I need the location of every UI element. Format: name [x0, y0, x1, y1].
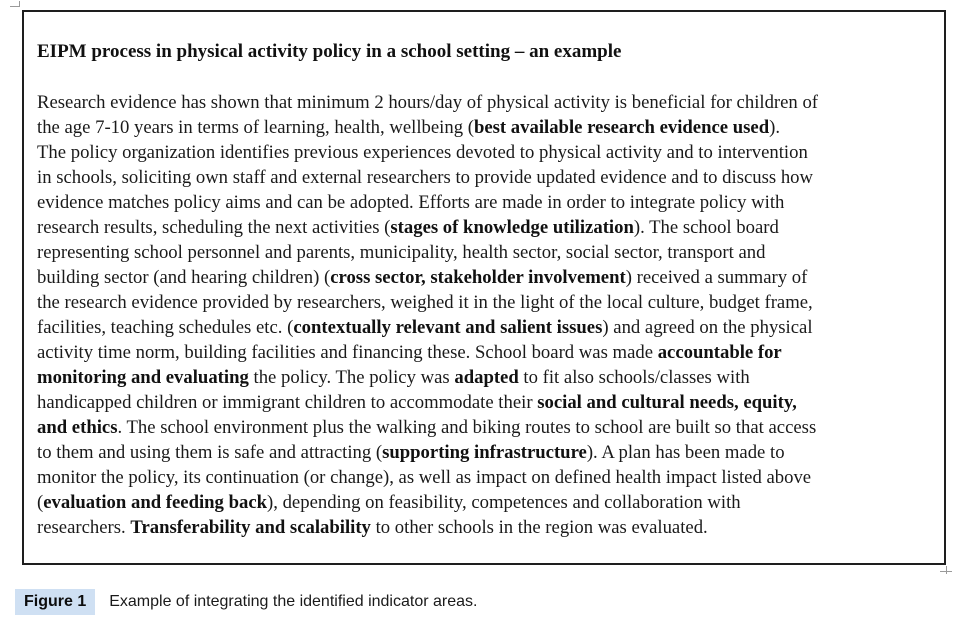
crop-mark-top-left-vertical: [19, 1, 20, 7]
body-text: researchers.: [37, 517, 131, 538]
body-text: building sector (and hearing children) (: [37, 267, 331, 288]
body-line: [37, 190, 937, 215]
box-body: [37, 90, 937, 540]
body-line: [37, 340, 937, 365]
body-text: in schools, soliciting own staff and external researchers to provide updated evidence and to discuss how: [37, 167, 814, 188]
crop-mark-bottom-right-vertical: [946, 566, 947, 574]
body-text: ) and agreed on the physical: [602, 317, 813, 338]
body-text: to them and using them is safe and attracting (: [37, 442, 383, 463]
body-line: [37, 465, 937, 490]
body-line: [37, 390, 937, 415]
body-text: ). A plan has been made to: [586, 442, 785, 463]
body-text: The policy organization identifies previous experiences devoted to physical activity and to intervention: [37, 142, 808, 163]
body-text: monitor the policy, its continuation (or change), as well as impact on defined health impact listed above: [37, 467, 812, 488]
body-text: to other schools in the region was evaluated.: [370, 517, 708, 538]
body-line: [37, 440, 937, 465]
body-line: [37, 265, 937, 290]
body-line: [37, 215, 937, 240]
body-line: [37, 115, 937, 140]
caption-text: Example of integrating the identified indicator areas.: [109, 593, 478, 610]
body-line: [37, 90, 937, 115]
bold-term: Transferability and scalability: [130, 517, 371, 538]
body-line: [37, 240, 937, 265]
box-title: EIPM process in physical activity policy in a school setting – an example: [37, 41, 622, 62]
body-text: to fit also schools/classes with: [518, 367, 750, 388]
body-text: research results, scheduling the next activities (: [37, 217, 391, 238]
bold-term: contextually relevant and salient issues: [293, 317, 603, 338]
body-text: evidence matches policy aims and can be adopted. Efforts are made in order to integrate policy with: [37, 192, 785, 213]
body-text: activity time norm, building facilities and financing these. School board was made: [37, 342, 658, 363]
body-line: [37, 165, 937, 190]
bold-term: monitoring and evaluating: [37, 367, 249, 388]
body-text: ) received a summary of: [625, 267, 808, 288]
body-line: [37, 315, 937, 340]
bold-term: best available research evidence used: [473, 117, 770, 138]
bold-term: stages of knowledge utilization: [390, 217, 634, 238]
body-line: [37, 365, 937, 390]
body-line: [37, 140, 937, 165]
bold-term: and ethics: [37, 417, 118, 438]
bold-term: social and cultural needs, equity,: [537, 392, 797, 413]
body-text: the policy. The policy was: [248, 367, 455, 388]
bold-term: evaluation and feeding back: [43, 492, 268, 513]
figure-label: Figure 1: [15, 589, 95, 615]
body-text: the research evidence provided by researchers, weighed it in the light of the local culture, budget frame,: [37, 292, 813, 313]
body-line: [37, 290, 937, 315]
bold-term: accountable for: [657, 342, 782, 363]
figure-caption: [15, 589, 477, 615]
body-text: ), depending on feasibility, competences and collaboration with: [267, 492, 741, 513]
body-text: . The school environment plus the walking and biking routes to school are built so that access: [117, 417, 817, 438]
body-text: facilities, teaching schedules etc. (: [37, 317, 294, 338]
body-line: [37, 490, 937, 515]
body-text: Research evidence has shown that minimum 2 hours/day of physical activity is beneficial for children of: [37, 92, 819, 113]
body-line: [37, 515, 937, 540]
body-text: (: [37, 492, 44, 513]
body-line: [37, 415, 937, 440]
body-text: ).: [769, 117, 781, 138]
example-box: [22, 10, 946, 565]
bold-term: adapted: [454, 367, 519, 388]
bold-term: supporting infrastructure: [382, 442, 587, 463]
bold-term: cross sector, stakeholder involvement: [330, 267, 626, 288]
body-text: representing school personnel and parents, municipality, health sector, social sector, transport and: [37, 242, 766, 263]
body-text: handicapped children or immigrant children to accommodate their: [37, 392, 538, 413]
body-text: ). The school board: [633, 217, 779, 238]
body-text: the age 7-10 years in terms of learning, health, wellbeing (: [37, 117, 474, 138]
